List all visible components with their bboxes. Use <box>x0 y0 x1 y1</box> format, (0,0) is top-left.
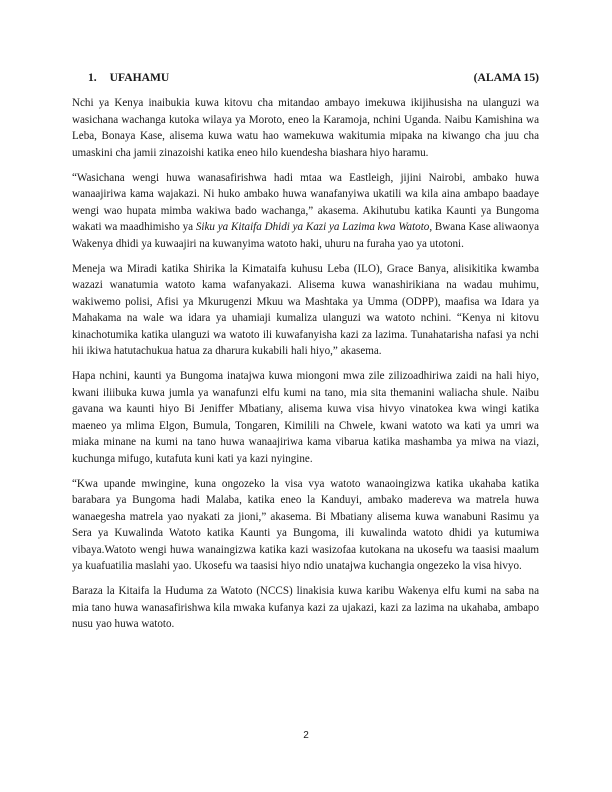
section-heading <box>88 71 539 85</box>
paragraph-4: Hapa nchini, kaunti ya Bungoma inatajwa kuwa miongoni mwa zile zilizoadhiriwa zaidi na hali hiyo, kwani iliibuka kuwa jumla ya wanafunzi elfu kumi na tano, mia sita themanini waliacha shule. Naibu gavana wa kaunti hiyo Bi Jeniffer Mbatiany, alisema kuwa visa hivyo vinatokea kwa wingi katika maeneo ya mlima Elgon, Bumula, Tongaren, Kimilili na Chwele, kwani watoto wa kati ya umri wa miaka minane na kumi na tano huwa wanaajiriwa kama vibarua katika mashamba ya miwa na viazi, kuchunga mifugo, kutafuta kuni kati ya kazi nyingine. <box>72 370 539 465</box>
section-marks: (ALAMA 15) <box>473 71 539 84</box>
paragraph-1: Nchi ya Kenya inaibukia kuwa kitovu cha mitandao ambayo imekuwa ikijihusisha na ulanguzi wa wasichana wachanga kutoka wilaya ya Moroto, eneo la Karamoja, nchini Uganda. Naibu Kamishina wa Leba, Bonaya Kase, alisema kuwa watu hao wamekuwa wakitumia mipaka na kiwango cha juu cha umaskini cha jamii zinazoishi katika eneo hilo kuendesha biashara hiyo haramu. <box>72 97 539 159</box>
event-title-italic: Siku ya Kitaifa Dhidi ya Kazi ya Lazima kwa Watoto <box>195 221 430 233</box>
paragraph-2 <box>72 170 539 253</box>
page-number: 2 <box>303 730 309 741</box>
paragraph-5: “Kwa upande mwingine, kuna ongozeko la visa vya watoto wanaoingizwa katika ukahaba katika barabara ya Bungoma hadi Malaba, katika eneo la Kanduyi, ambako madereva wa matrela huwa wanaegesha matrela yao nyakati za jioni,” akasema. Bi Mbatiany alisema kuwa wanabuni Rasimu ya Sera ya Kuwalinda Watoto katika Kaunti ya Bungoma, ili kuwalinda watoto dhidi ya kutumiwa vibaya.Watoto wengi huwa wanaingizwa katika kazi wasizofaa kutokana na ukosefu wa taasisi maalum ya kuafuatilia maslahi yao. Ukosefu wa taasisi hiyo ndio unatajwa kuchangia ongezeko la visa hivyo. <box>72 477 539 572</box>
paragraph-6: Baraza la Kitaifa la Huduma za Watoto (NCCS) linakisia kuwa karibu Wakenya elfu kumi na saba na mia tano huwa wanasafirishwa kila mwaka kufanya kazi za ujakazi, kazi za lazima na ukahaba, ambapo nusu yao huwa watoto. <box>72 585 539 630</box>
section-number: 1. <box>88 71 97 84</box>
passage-body <box>72 95 539 641</box>
section-title-group <box>88 71 169 85</box>
paragraph-3: Meneja wa Miradi katika Shirika la Kimataifa kuhusu Leba (ILO), Grace Banya, alisikitika kwamba wazazi wanatumia watoto kama wafanyakazi. Alisema kuwa wanashirikiana na wadau muhimu, wakiwemo polisi, Afisi ya Mkurugenzi Mkuu wa Mashtaka ya Umma (ODPP), maafisa wa Idara ya Mahakama na wale wa idara ya uhamiaji kumaliza ulanguzi wa watoto nchini. “Kenya ni kitovu kinachotumika katika ulanguzi wa watoto ili kuwafanyisha kazi za lazima. Tunahatarisha nafasi ya nchi hii ikiwa hatutachukua hatua za dharura kukabili hali hiyo,” akasema. <box>72 262 539 357</box>
section-title: UFAHAMU <box>109 71 170 84</box>
paragraph-2-before: “Wasichana wengi huwa wanasafirishwa hadi mtaa wa Eastleigh, jijini Nairobi, ambako huwa wanaajiriwa kama wajakazi. Ni huko ambako huwa wanafanyiwa ukatili wa kila aina ambapo baadaye wengi wao hupata mimba wakiwa bado wachanga,” akasema. Akihutubu katika Kaunti ya Bungoma wakati wa maadhimisho ya <box>72 171 539 233</box>
paragraph-2-after: , Bwana Kase aliwaonya Wakenya dhidi ya kuwaajiri na kuwanyima watoto haki, uhuru na furaha yao ya utotoni. <box>72 221 540 250</box>
